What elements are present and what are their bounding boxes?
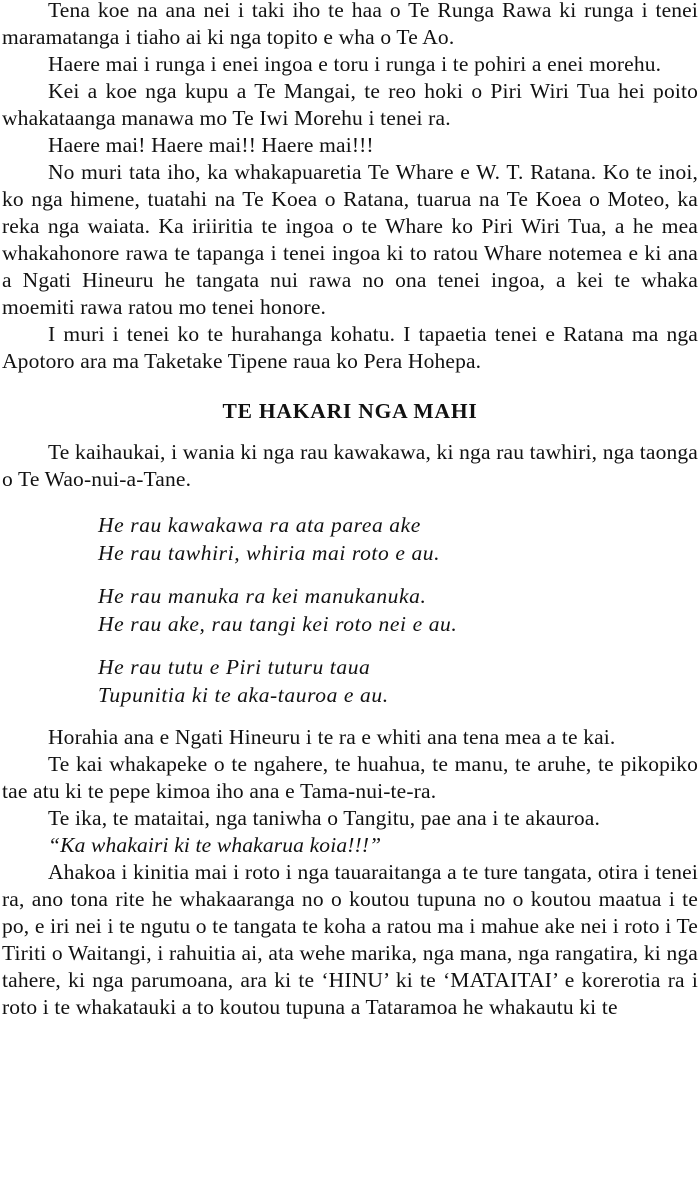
paragraph: Kei a koe nga kupu a Te Mangai, te reo hoki o Piri Wiri Tua hei poito whakataanga manawa mo Te Iwi Morehu i tenei ra. <box>2 79 698 130</box>
poem-stanza <box>98 582 698 638</box>
poem-line: He rau tutu e Piri tuturu taua <box>98 655 371 679</box>
section-heading: TE HAKARI NGA MAHI <box>222 399 478 423</box>
poem-line: He rau manuka ra kei manukanuka. <box>98 584 427 608</box>
paragraph: Haere mai! Haere mai!! Haere mai!!! <box>48 133 374 157</box>
paragraph: No muri tata iho, ka whakapuaretia Te Whare e W. T. Ratana. Ko te inoi, ko nga himene, tuatahi na Te Koea o Ratana, tuarua na Te Koea o Moteo, ka reka nga waiata. Ka iriiritia te ingoa o te Whare ko Piri Wiri Tua, a he mea whakahonore rawa te tapanga i tenei ingoa ki to ratou Whare notemea e ki ana a Ngati Hineuru he tangata nui rawa no ona tenei ingoa, a kei te whaka moemiti rawa ratou mo tenei honore. <box>2 160 698 319</box>
poem-line: He rau tawhiri, whiria mai roto e au. <box>98 541 441 565</box>
poem <box>98 511 698 709</box>
paragraph: I muri i tenei ko te hurahanga kohatu. I tapaetia tenei e Ratana ma nga Apotoro ara ma Taketake Tipene raua ko Pera Hohepa. <box>2 322 698 373</box>
paragraph: Te kaihaukai, i wania ki nga rau kawakawa, ki nga rau tawhiri, nga taonga o Te Wao-nui-a-Tane. <box>2 440 698 491</box>
paragraph: Ahakoa i kinitia mai i roto i nga tauaraitanga a te ture tangata, otira i tenei ra, ano tona rite he whakaaranga no o koutou tupuna no o koutou maatua i te po, e iri nei i te ngutu o te tangata te koha a ratou ma i mahue ake nei i roto i Te Tiriti o Waitangi, i rahuitia ai, ata wehe marika, nga mana, nga rangatira, ki nga tahere, ki nga parumoana, ara ki te ‘HINU’ ki te ‘MATAITAI’ e korerotia ra i roto i te whakatauki a to koutou tupuna a Tataramoa he whakautu ki te <box>2 860 698 1019</box>
poem-line: Tupunitia ki te aka-tauroa e au. <box>98 683 389 707</box>
poem-line: He rau ake, rau tangi kei roto nei e au. <box>98 612 458 636</box>
paragraph: Haere mai i runga i enei ingoa e toru i runga i te pohiri a enei morehu. <box>48 52 662 76</box>
paragraph: Tena koe na ana nei i taki iho te haa o Te Runga Rawa ki runga i tenei maramatanga i tiaho ai ki nga topito e wha o Te Ao. <box>2 0 698 49</box>
paragraph: Horahia ana e Ngati Hineuru i te ra e whiti ana tena mea a te kai. <box>48 725 616 749</box>
paragraph: Te ika, te mataitai, nga taniwha o Tangitu, pae ana i te akauroa. <box>48 806 600 830</box>
paragraph: Te kai whakapeke o te ngahere, te huahua, te manu, te aruhe, te pikopiko tae atu ki te pepe kimoa iho ana e Tama-nui-te-ra. <box>2 752 698 803</box>
poem-stanza <box>98 653 698 709</box>
poem-stanza <box>98 511 698 567</box>
poem-line: He rau kawakawa ra ata parea ake <box>98 513 421 537</box>
quoted-line: “Ka whakairi ki te whakarua koia!!!” <box>48 833 382 857</box>
